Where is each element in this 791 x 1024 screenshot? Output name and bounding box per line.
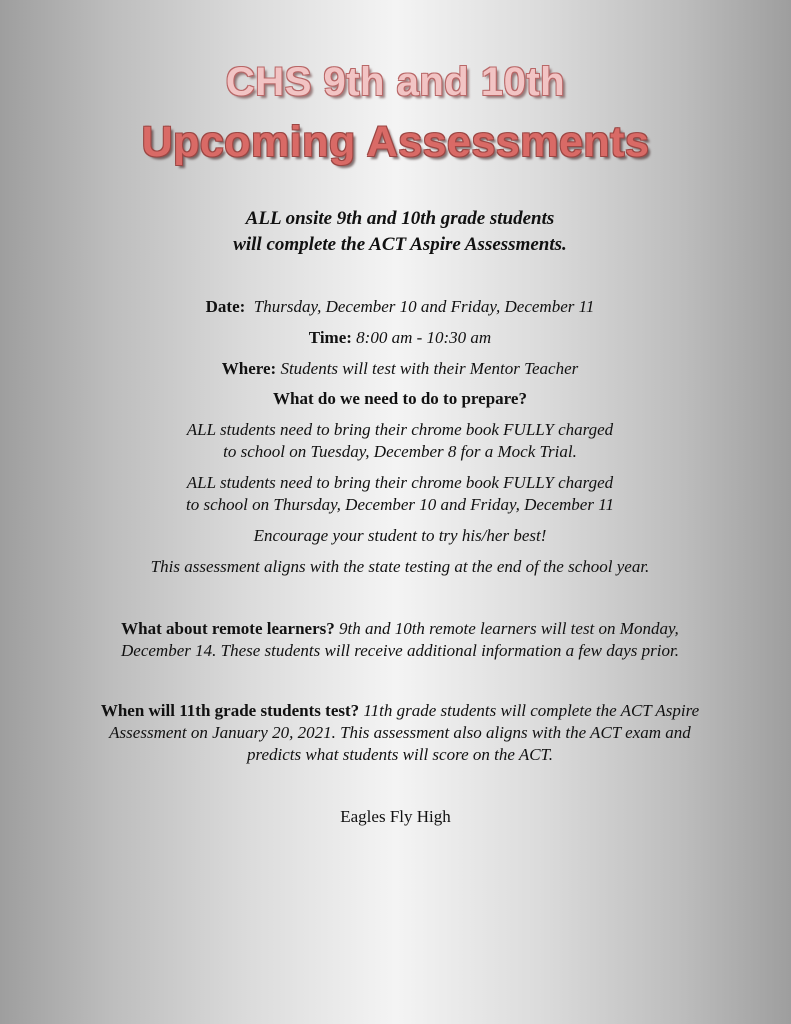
eleventh-text-2: Assessment on January 20, 2021. This assessment also aligns with the ACT exam and [109,723,691,742]
encourage-text: Encourage your student to try his/her best! [253,526,547,545]
intro-line-2: will complete the ACT Aspire Assessments. [233,234,567,255]
eleventh-text-1: 11th grade students will complete the ACT Aspire [363,701,700,720]
date-row [60,296,740,318]
prepare-heading: What do we need to do to prepare? [273,389,527,408]
remote-text-2: December 14. These students will receive additional information a few days prior. [121,641,679,660]
eleventh-label: When will 11th grade students test? [100,701,360,720]
remote-text-1: 9th and 10th remote learners will test on Monday, [338,619,679,638]
prepare-item-2: ALL students need to bring their chrome book FULLY charged to school on Thursday, December 10 and Friday, December 11 [186,473,614,514]
prepare-item-1: ALL students need to bring their chrome book FULLY charged to school on Tuesday, December 8 for a Mock Trial. [186,420,614,461]
title-line-2: Upcoming Assessments [141,118,650,166]
where-label: Where: [221,359,277,378]
eleventh-text-3: predicts what students will score on the ACT. [247,745,553,764]
time-row [60,327,740,349]
time-label: Time: [308,328,352,347]
time-value: 8:00 am - 10:30 am [356,328,492,347]
where-value: Students will test with their Mentor Teacher [280,359,579,378]
eleventh-grade-paragraph [40,700,760,766]
closing-motto: Eagles Fly High [340,807,451,826]
remote-learners-paragraph [40,618,760,662]
intro-text [100,206,700,258]
date-label: Date: [205,297,246,316]
title-line-1: CHS 9th and 10th [225,60,566,104]
remote-label: What about remote learners? [121,619,335,638]
date-value: Thursday, December 10 and Friday, December 11 [253,297,595,316]
aligns-text: This assessment aligns with the state testing at the end of the school year. [150,557,650,576]
where-row [60,358,740,380]
intro-line-1: ALL onsite 9th and 10th grade students [245,208,555,229]
